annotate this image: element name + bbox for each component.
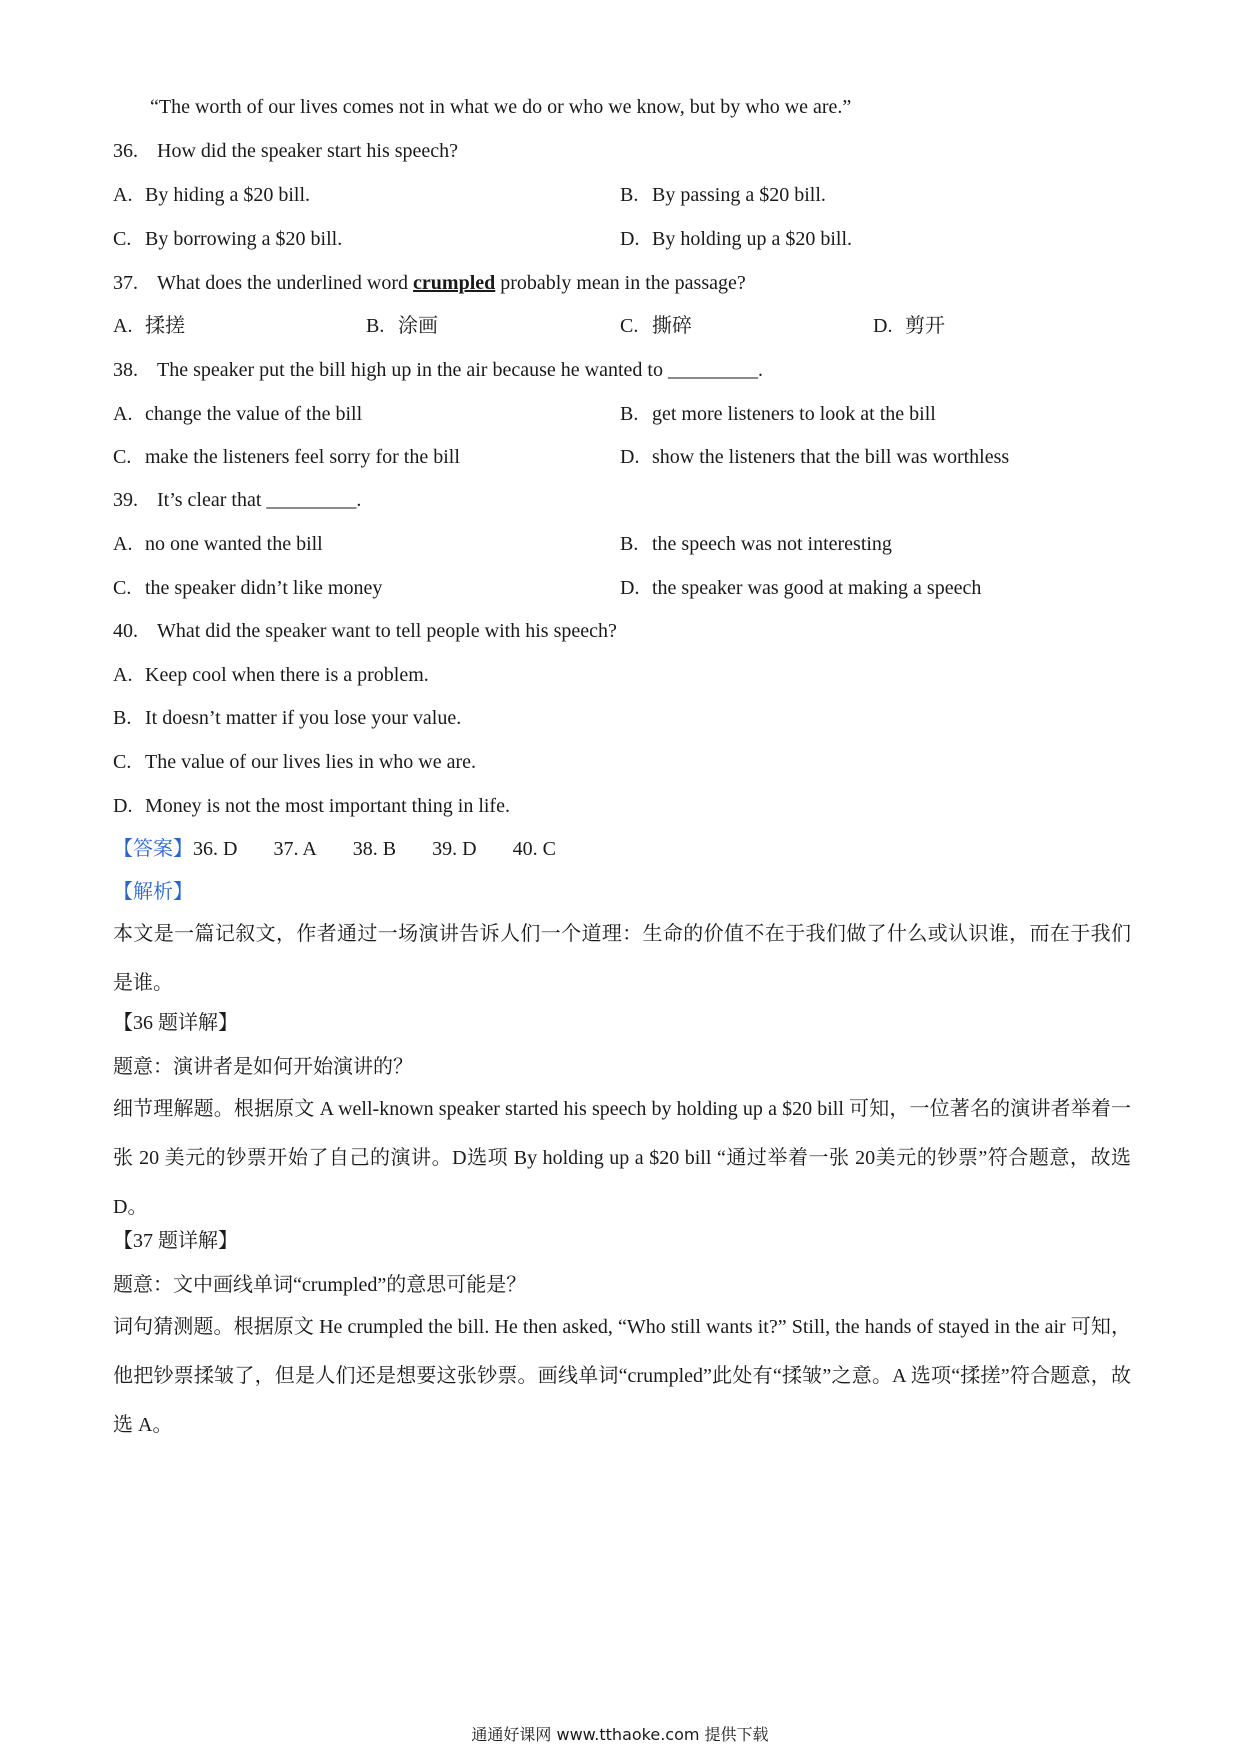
- option-text: the speaker didn’t like money: [145, 577, 383, 599]
- option-letter: B.: [620, 184, 639, 206]
- option-letter: A.: [113, 184, 133, 206]
- option-36-b: [620, 182, 826, 208]
- option-text: It doesn’t matter if you lose your value.: [145, 707, 462, 729]
- option-text: make the listeners feel sorry for the bill: [145, 446, 460, 468]
- option-letter: A.: [113, 664, 133, 686]
- answer-item: 40. C: [512, 838, 556, 860]
- option-38-a: [113, 401, 362, 427]
- option-text: 剪开: [905, 315, 945, 337]
- option-38-b: [620, 401, 936, 427]
- q37-meaning: 题意：文中画线单词“crumpled”的意思可能是？: [113, 1274, 527, 1296]
- question-40: [113, 618, 617, 644]
- option-text: 撕碎: [652, 315, 692, 337]
- option-letter: B.: [366, 315, 385, 337]
- option-text: no one wanted the bill: [145, 533, 323, 555]
- option-letter: B.: [620, 533, 639, 555]
- question-36: [113, 138, 458, 164]
- option-39-b: [620, 531, 892, 557]
- option-36-a: [113, 182, 310, 208]
- option-37-a: [113, 313, 185, 339]
- option-text: By borrowing a $20 bill.: [145, 228, 343, 250]
- option-37-c: [620, 313, 692, 339]
- option-letter: A.: [113, 403, 133, 425]
- option-text: By holding up a $20 bill.: [652, 228, 852, 250]
- option-letter: C.: [113, 577, 132, 599]
- q37-heading: 【37 题详解】: [113, 1230, 238, 1252]
- option-38-d: [620, 444, 1009, 470]
- option-text: By passing a $20 bill.: [652, 184, 826, 206]
- question-text: What did the speaker want to tell people with his speech?: [157, 620, 617, 642]
- option-letter: D.: [620, 446, 640, 468]
- option-40-a: [113, 662, 429, 688]
- question-38: [113, 357, 763, 383]
- answer-item: 36. D: [193, 838, 238, 860]
- option-letter: B.: [113, 707, 132, 729]
- analysis-summary: 本文是一篇记叙文，作者通过一场演讲告诉人们一个道理：生命的价值不在于我们做了什么或认识谁，而在于我们是谁。: [113, 923, 1131, 994]
- option-text: Money is not the most important thing in life.: [145, 795, 510, 817]
- option-text: get more listeners to look at the bill: [652, 403, 936, 425]
- option-39-a: [113, 531, 323, 557]
- option-36-c: [113, 226, 342, 252]
- option-text: change the value of the bill: [145, 403, 363, 425]
- option-letter: D.: [873, 315, 893, 337]
- q37-detail: 词句猜测题。根据原文 He crumpled the bill. He then asked, “Who still wants it?” Still, the hands of stayed in the air 可知，他把钞票揉皱了，但是人们还是想要这张钞票。画线单词“crumpled”此处有“揉皱”之意。A 选项“揉搓”符合题意，故选 A。: [113, 1316, 1131, 1436]
- option-letter: D.: [620, 577, 640, 599]
- q36-heading: 【36 题详解】: [113, 1012, 238, 1034]
- option-38-c: [113, 444, 460, 470]
- answer-label: 【答案】: [113, 838, 193, 860]
- option-letter: A.: [113, 315, 133, 337]
- option-text: The value of our lives lies in who we are.: [145, 751, 477, 773]
- answer-item: 38. B: [352, 838, 397, 860]
- option-letter: C.: [113, 446, 132, 468]
- option-text: the speech was not interesting: [652, 533, 892, 555]
- question-39: [113, 487, 361, 513]
- page-footer: 通通好课网 www.tthaoke.com 提供下载: [471, 1725, 769, 1744]
- question-number: 38.: [113, 359, 138, 381]
- option-39-c: [113, 575, 382, 601]
- q36-meaning: 题意：演讲者是如何开始演讲的？: [113, 1056, 413, 1078]
- option-text: By hiding a $20 bill.: [145, 184, 310, 206]
- analysis-label: 【解析】: [113, 881, 193, 903]
- option-text: Keep cool when there is a problem.: [145, 664, 429, 686]
- option-letter: C.: [113, 228, 132, 250]
- option-text: 涂画: [398, 315, 438, 337]
- option-36-d: [620, 226, 852, 252]
- option-40-b: [113, 705, 461, 731]
- option-letter: C.: [113, 751, 132, 773]
- option-40-c: [113, 749, 476, 775]
- option-37-b: [366, 313, 438, 339]
- option-letter: A.: [113, 533, 133, 555]
- answer-item: 39. D: [432, 838, 477, 860]
- option-letter: D.: [620, 228, 640, 250]
- question-number: 39.: [113, 489, 138, 511]
- option-37-d: [873, 313, 945, 339]
- option-text: 揉搓: [145, 315, 185, 337]
- option-40-d: [113, 793, 510, 819]
- question-text: The speaker put the bill high up in the air because he wanted to _________.: [157, 359, 763, 381]
- underlined-word: crumpled: [413, 272, 496, 294]
- answer-line: [113, 836, 592, 862]
- option-text: show the listeners that the bill was worthless: [652, 446, 1010, 468]
- question-number: 40.: [113, 620, 138, 642]
- option-letter: B.: [620, 403, 639, 425]
- q36-detail: 细节理解题。根据原文 A well-known speaker started his speech by holding up a $20 bill 可知，一位著名的演讲者举着一张 20 美元的钞票开始了自己的演讲。D选项 By holding up a $20 bill “通过举着一张 20美元的钞票”符合题意，故选 D。: [113, 1098, 1131, 1218]
- question-number: 36.: [113, 140, 138, 162]
- question-37: [113, 270, 746, 296]
- question-text: It’s clear that _________.: [157, 489, 362, 511]
- quote-text: “The worth of our lives comes not in what we do or who we know, but by who we are.”: [150, 96, 852, 118]
- option-39-d: [620, 575, 981, 601]
- question-text-before: What does the underlined word: [157, 272, 414, 294]
- option-letter: D.: [113, 795, 133, 817]
- question-text: How did the speaker start his speech?: [157, 140, 459, 162]
- answer-item: 37. A: [273, 838, 317, 860]
- option-letter: C.: [620, 315, 639, 337]
- question-number: 37.: [113, 272, 138, 294]
- question-text-after: probably mean in the passage?: [495, 272, 746, 294]
- option-text: the speaker was good at making a speech: [652, 577, 982, 599]
